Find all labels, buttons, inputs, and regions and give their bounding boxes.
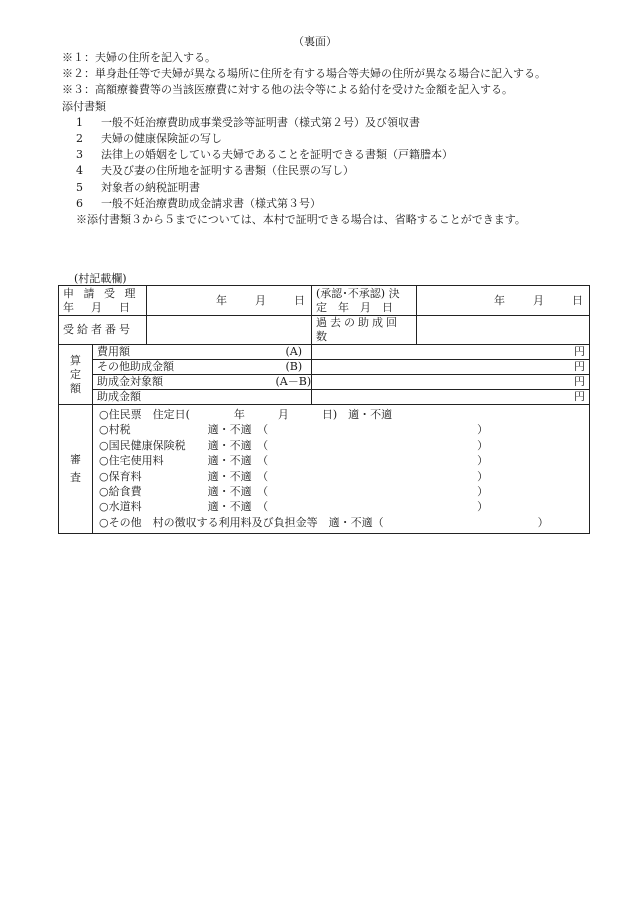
calc-amount-field[interactable]: [312, 360, 590, 375]
table-row: [59, 316, 590, 345]
month-unit: 月: [533, 293, 544, 307]
year-unit: 年: [216, 293, 227, 307]
application-date-label-1: 申 請 受 理: [63, 286, 139, 300]
attachment-item: [62, 131, 622, 147]
past-count-field[interactable]: [417, 316, 590, 345]
table-row: [59, 286, 590, 316]
application-date-label-cell: [59, 286, 147, 316]
calc-code: (A－B): [275, 375, 312, 388]
past-count-label: 過去の助成回数: [312, 316, 417, 345]
attachment-item: [62, 180, 622, 196]
calc-item: その他助成金額: [97, 360, 174, 373]
application-date-field[interactable]: [147, 286, 312, 316]
audit-label-text: 審査: [70, 453, 81, 484]
attachment-item: [62, 147, 622, 163]
calc-row-label: [93, 345, 312, 360]
audit-label: [59, 405, 93, 534]
calc-label: [59, 345, 93, 405]
audit-item[interactable]: ○給食費 適・不適 （ ）: [99, 485, 489, 499]
yen-unit: 円: [574, 375, 585, 388]
attachment-item: [62, 196, 622, 212]
attachment-number: 4: [76, 164, 83, 178]
page-heading: （裏面）: [293, 35, 337, 48]
table-row: [59, 375, 590, 390]
calc-row-label: [93, 375, 312, 390]
date-units: [421, 294, 585, 308]
attachment-text: 夫婦の健康保険証の写し: [101, 132, 222, 146]
calc-code: (B): [285, 360, 303, 373]
calc-amount-field[interactable]: [312, 375, 590, 390]
calc-item: 助成金額: [97, 390, 141, 403]
decision-date-field[interactable]: [417, 286, 590, 316]
decision-date-label-cell: [312, 286, 417, 316]
attachment-text: 法律上の婚姻をしている夫婦であることを証明できる書類（戸籍謄本）: [101, 148, 453, 162]
audit-item[interactable]: ○国民健康保険税 適・不適 （ ）: [99, 438, 489, 452]
calc-row-label: [93, 360, 312, 375]
yen-unit: 円: [574, 360, 585, 373]
attachment-text: 一般不妊治療費助成事業受診等証明書（様式第２号）及び領収書: [101, 115, 420, 129]
calc-item: 費用額: [97, 345, 130, 358]
application-date-label-2: 年 月 日: [63, 300, 133, 314]
audit-item[interactable]: ○水道料 適・不適 （ ）: [99, 500, 489, 514]
village-record-table: [58, 285, 590, 534]
decision-label-2: 定 年 月 日: [316, 300, 393, 314]
attachment-number: 2: [76, 132, 83, 146]
yen-unit: 円: [574, 345, 585, 358]
note-1: ※１：夫婦の住所を記入する。: [62, 51, 216, 64]
audit-item[interactable]: ○住民票 住定日( 年 月 日) 適・不適: [99, 408, 393, 421]
note-3: ※３：高額療養費等の当該医療費に対する他の法令等による給付を受けた金額を記入する。: [62, 83, 513, 97]
yen-unit: 円: [574, 390, 585, 403]
table-row: [59, 345, 590, 360]
attachment-item: [62, 115, 622, 131]
recipient-number-field[interactable]: [147, 316, 312, 345]
decision-label-1: (承認･不承認) 決: [316, 286, 400, 300]
date-units: [151, 294, 307, 308]
calc-row-label: [93, 390, 312, 405]
recipient-number-label: 受給者番号: [59, 316, 147, 345]
attachment-item: [62, 163, 622, 179]
attachments-footnote: ※添付書類３から５までについては、本村で証明できる場合は、省略することができます。: [76, 213, 526, 227]
attachment-number: 5: [76, 180, 83, 194]
audit-item[interactable]: ○住宅使用料 適・不適 （ ）: [99, 454, 489, 468]
village-section-label: (村記載欄): [74, 272, 127, 285]
calc-label-text: 算定額: [70, 353, 81, 395]
day-unit: 日: [294, 293, 305, 307]
day-unit: 日: [572, 293, 583, 307]
calc-item: 助成金対象額: [97, 375, 163, 388]
table-row: [59, 405, 590, 534]
audit-checklist: [93, 405, 590, 534]
audit-item[interactable]: ○保育料 適・不適 （ ）: [99, 469, 489, 483]
table-row: [59, 390, 590, 405]
note-2: ※２：単身赴任等で夫婦が異なる場所に住所を有する場合等夫婦の住所が異なる場合に記入する。: [62, 67, 546, 81]
month-unit: 月: [255, 293, 266, 307]
attachment-text: 一般不妊治療費助成金請求書（様式第３号）: [101, 196, 321, 210]
calc-code: (A): [285, 345, 303, 358]
attachment-text: 対象者の納税証明書: [101, 180, 200, 194]
calc-amount-field[interactable]: [312, 390, 590, 405]
calc-amount-field[interactable]: [312, 345, 590, 360]
attachment-number: 1: [76, 115, 83, 129]
attachments-title: 添付書類: [62, 99, 106, 113]
attachment-number: 6: [76, 196, 83, 210]
audit-item[interactable]: ○その他 村の徴収する利用料及び負担金等 適・不適（ ）: [99, 515, 549, 529]
attachment-text: 夫及び妻の住所地を証明する書類（住民票の写し）: [101, 164, 354, 178]
attachment-number: 3: [76, 148, 83, 162]
year-unit: 年: [494, 293, 505, 307]
table-row: [59, 360, 590, 375]
notes-block: [62, 50, 622, 228]
audit-item[interactable]: ○村税 適・不適 （ ）: [99, 423, 489, 437]
